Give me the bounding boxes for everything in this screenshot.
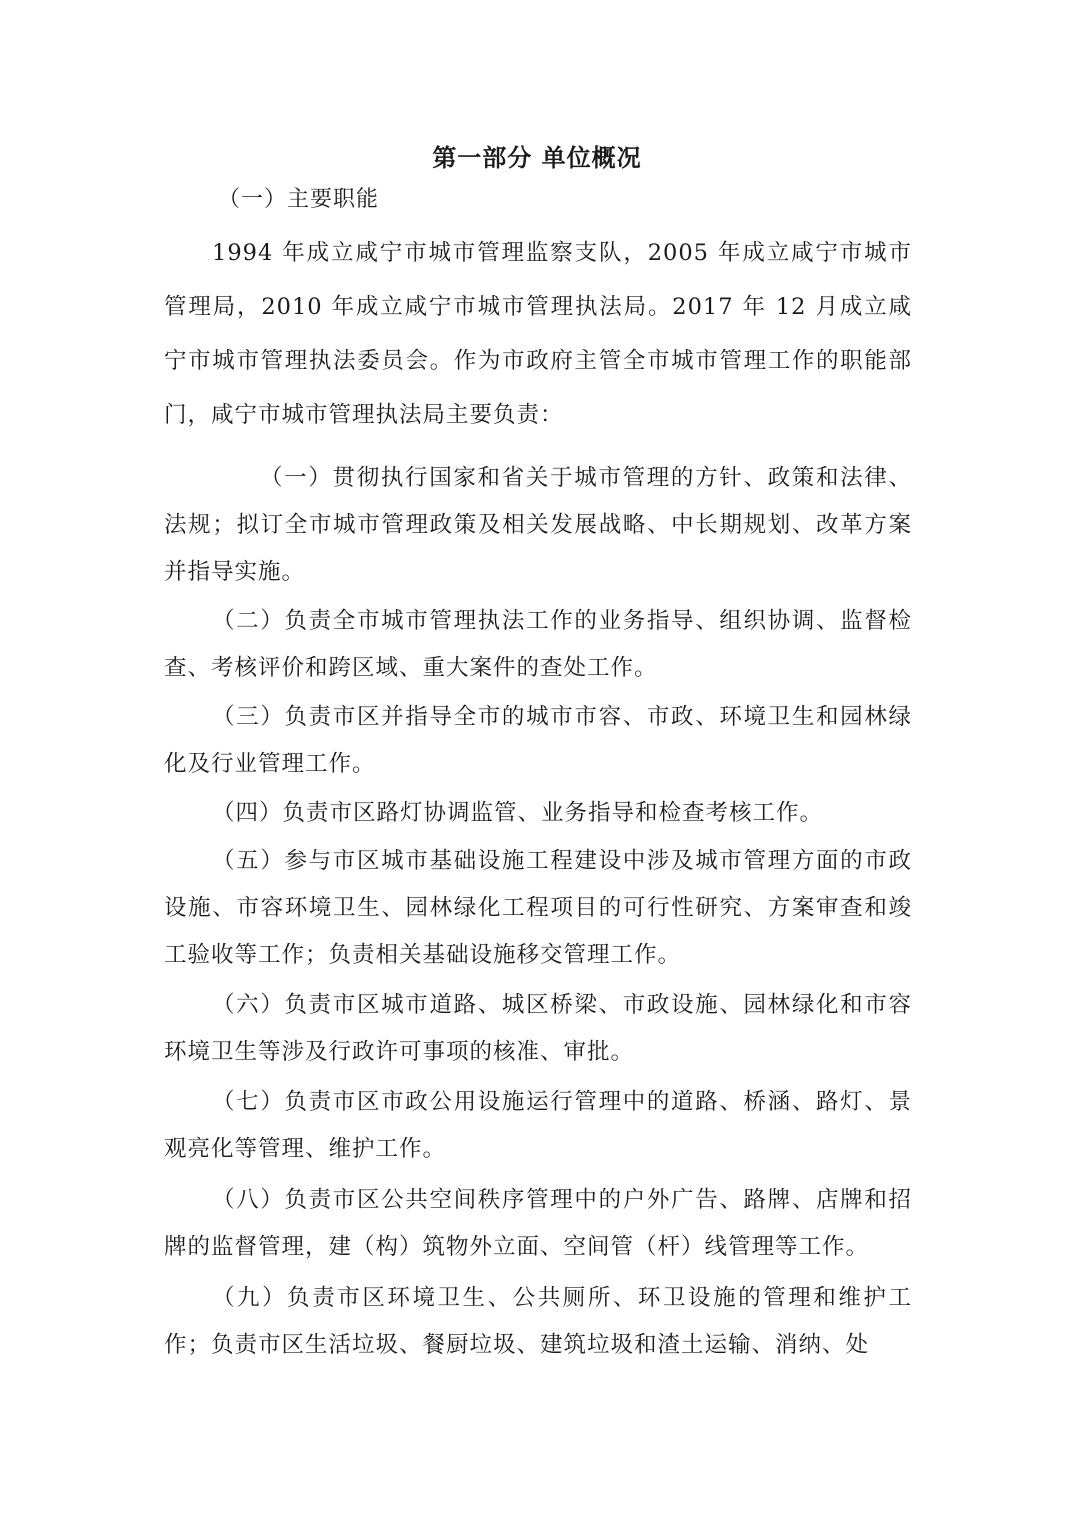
duty-item-6: （六）负责市区城市道路、城区桥梁、市政设施、园林绿化和市容环境卫生等涉及行政许可事项的核准、审批。: [164, 992, 912, 1065]
section-heading: （一）主要职能: [218, 187, 380, 212]
duty-item-8: （八）负责市区公共空间秩序管理中的户外广告、路牌、店牌和招牌的监督管理，建（构）筑物外立面、空间管（杆）线管理等工作。: [164, 1187, 912, 1260]
duty-item-5: （五）参与市区城市基础设施工程建设中涉及城市管理方面的市政设施、市容环境卫生、园林绿化工程项目的可行性研究、方案审查和竣工验收等工作；负责相关基础设施移交管理工作。: [164, 848, 912, 968]
duty-item-2: （二）负责全市城市管理执法工作的业务指导、组织协调、监督检查、考核评价和跨区域、重大案件的查处工作。: [164, 608, 912, 681]
duty-item-3: （三）负责市区并指导全市的城市市容、市政、环境卫生和园林绿化及行业管理工作。: [164, 704, 912, 777]
duty-item-4: （四）负责市区路灯协调监管、业务指导和检查考核工作。: [212, 800, 824, 826]
intro-paragraph: 1994 年成立咸宁市城市管理监察支队，2005 年成立咸宁市城市管理局，2010 年成立咸宁市城市管理执法局。2017 年 12 月成立咸宁市城市管理执法委员会。作为市政府主管全市城市管理工作的职能部门，咸宁市城市管理执法局主要负责：: [164, 240, 912, 428]
duty-item-1: （一）贯彻执行国家和省关于城市管理的方针、政策和法律、法规；拟订全市城市管理政策及相关发展战略、中长期规划、改革方案并指导实施。: [164, 465, 912, 585]
page-title: 第一部分 单位概况: [432, 144, 642, 172]
duty-item-9: （九）负责市区环境卫生、公共厕所、环卫设施的管理和维护工作；负责市区生活垃圾、餐厨垃圾、建筑垃圾和渣土运输、消纳、处: [164, 1285, 912, 1358]
duty-item-7: （七）负责市区市政公用设施运行管理中的道路、桥涵、路灯、景观亮化等管理、维护工作。: [164, 1089, 912, 1162]
